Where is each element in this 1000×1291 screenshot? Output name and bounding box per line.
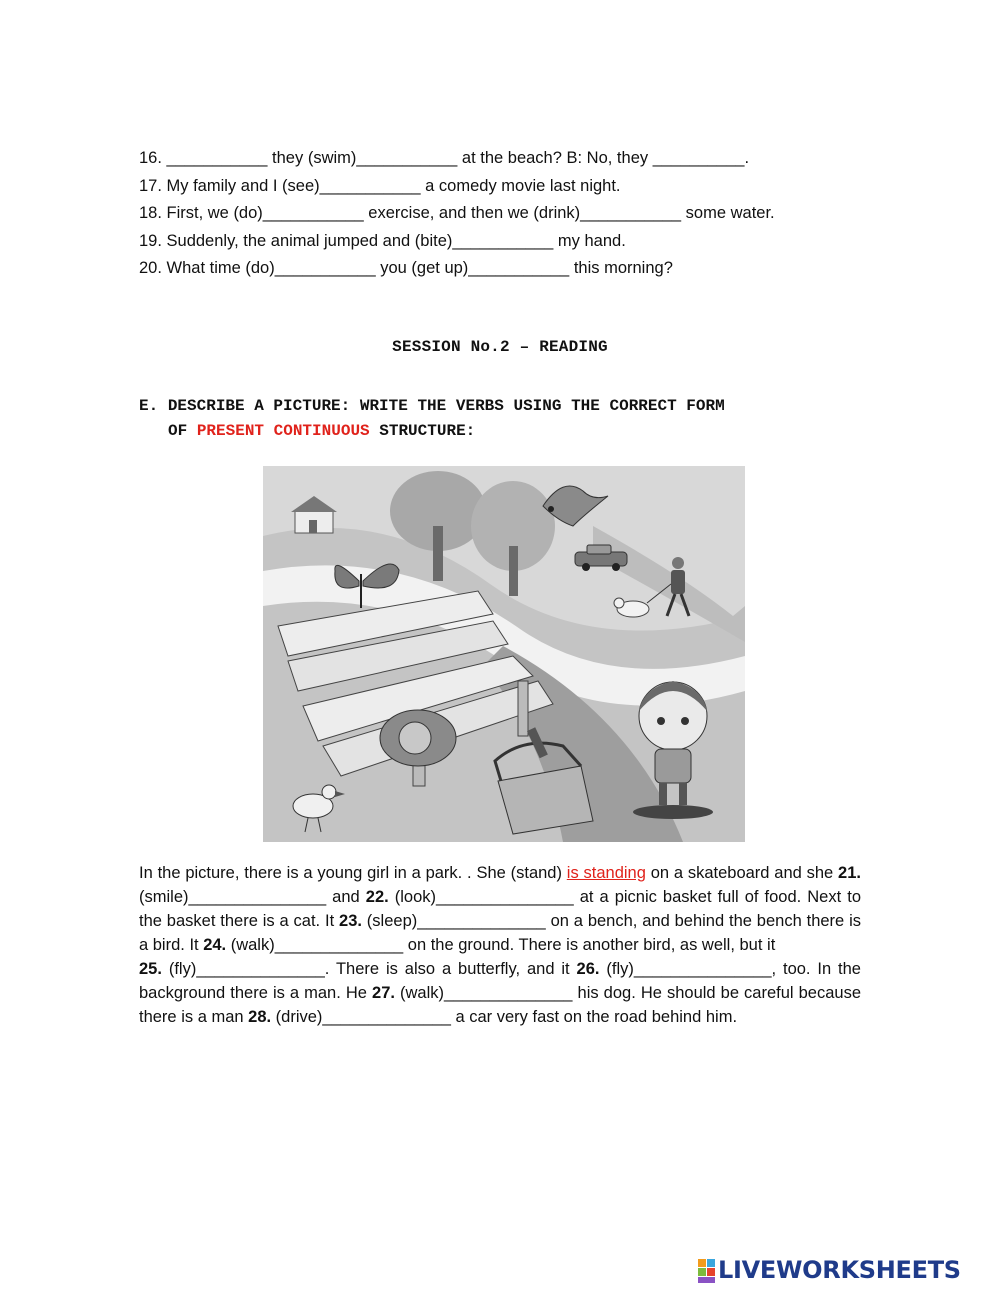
item-number-22: 22.	[365, 888, 389, 906]
text-run: on a skateboard and she	[645, 864, 839, 882]
logo-block-icon	[698, 1277, 715, 1283]
exercise-17: 17. My family and I (see)___________ a comedy movie last night.	[139, 176, 621, 195]
exercise-20: 20. What time (do)___________ you (get up)___________ this morning?	[139, 259, 673, 277]
brand-name: LIVEWORKSHEETS	[718, 1256, 961, 1284]
item-number-24: 24.	[203, 936, 227, 954]
cat-sleeping-icon	[380, 710, 456, 766]
blank-28[interactable]: (drive)______________ a car very fast on the road behind him.	[271, 1008, 738, 1026]
blank-21[interactable]: (smile)_______________ and	[139, 888, 366, 906]
item-number-27: 27.	[372, 984, 395, 1002]
logo-block-icon	[698, 1268, 706, 1276]
section-letter: E.	[139, 397, 159, 415]
paragraph-body-2	[139, 957, 861, 1029]
reading-paragraph	[139, 861, 861, 1029]
blank-25[interactable]: (fly)______________. There is also a butterfly, and it	[161, 960, 577, 978]
item-number-23: 23.	[339, 912, 362, 930]
section-line2-prefix: OF	[168, 422, 188, 440]
section-line2	[139, 419, 859, 444]
blank-22[interactable]: (look)_______________ at a picnic basket full of food. Next to the basket there is a cat. It	[139, 888, 861, 930]
section-highlight: PRESENT CONTINUOUS	[196, 422, 370, 440]
logo-block-icon	[707, 1268, 715, 1276]
exercise-16: 16. ___________ they (swim)___________ at the beach? B: No, they __________.	[139, 149, 750, 167]
item-number-21: 21.	[838, 864, 861, 882]
section-line1: DESCRIBE A PICTURE: WRITE THE VERBS USING THE CORRECT FORM	[167, 397, 725, 415]
exercise-list	[139, 145, 859, 283]
exercise-18: 18. First, we (do)___________ exercise, and then we (drink)___________ some water.	[139, 204, 775, 222]
park-illustration	[263, 466, 745, 842]
paragraph-body	[139, 861, 861, 957]
item-number-28: 28.	[248, 1008, 272, 1026]
session-title: SESSION No.2 – READING	[392, 338, 608, 356]
answer-example: is standing	[566, 864, 646, 882]
logo-block-icon	[698, 1259, 706, 1267]
logo-block-icon	[707, 1259, 715, 1267]
blank-23[interactable]: (sleep)______________ on a bench, and behind the bench there is a bird. It	[139, 912, 861, 954]
section-heading	[139, 394, 859, 444]
item-number-26: 26.	[576, 960, 600, 978]
exercise-19: 19. Suddenly, the animal jumped and (bite)___________ my hand.	[139, 231, 626, 250]
text-run: In the picture, there is a young girl in a park. . She (stand)	[139, 864, 567, 882]
item-number-25: 25.	[139, 960, 162, 978]
blank-27[interactable]: (walk)______________ his dog. He should be careful because there is a man	[139, 984, 861, 1026]
blank-24[interactable]: (walk)______________ on the ground. There is another bird, as well, but it	[226, 936, 776, 954]
blank-26[interactable]: (fly)_______________, too. In the background there is a man. He	[139, 960, 861, 1002]
section-line2-suffix: STRUCTURE:	[379, 422, 476, 440]
